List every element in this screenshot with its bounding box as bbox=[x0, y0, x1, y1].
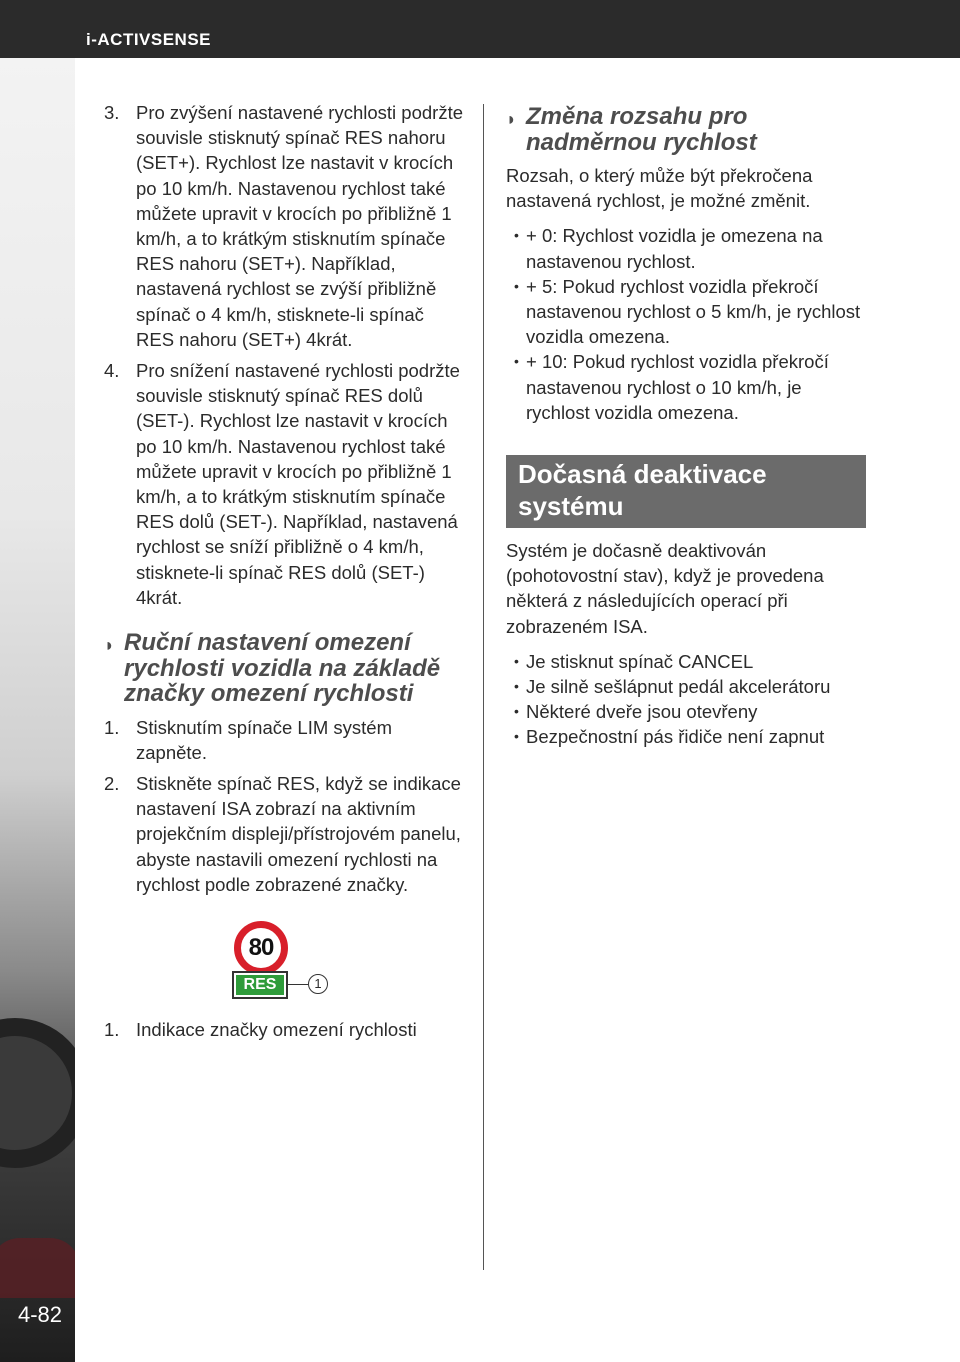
header-bar bbox=[0, 0, 960, 58]
right-column bbox=[506, 104, 866, 750]
overspeed-intro: Rozsah, o který může být překročena nastavená rychlost, je možné změnit. bbox=[506, 165, 813, 212]
list-item: • Některé dveře jsou otevřeny bbox=[506, 699, 866, 724]
side-photo-strip bbox=[0, 58, 75, 1362]
caption-number: 1. bbox=[104, 1018, 120, 1040]
heading-marker-icon: ◗ bbox=[506, 109, 517, 129]
list-item bbox=[104, 358, 464, 610]
callout-number: 1 bbox=[308, 974, 328, 994]
step-text: Stiskněte spínač RES, když se indikace nastavení ISA zobrazí na aktivním projekčním displeji/přístrojovém panelu, abyste nastavili omezení rychlosti na rychlost podle zobrazené značky. bbox=[136, 772, 461, 895]
overspeed-options bbox=[506, 223, 866, 425]
left-column bbox=[104, 100, 464, 1048]
steering-wheel-photo bbox=[0, 1018, 75, 1168]
step-number: 4. bbox=[104, 360, 120, 382]
res-indicator: RES bbox=[232, 971, 288, 999]
chapter-title: i-ACTIVSENSE bbox=[86, 30, 212, 49]
speed-sign-figure bbox=[232, 921, 342, 1001]
list-item: • + 5: Pokud rychlost vozidla překročí nastavenou rychlost o 5 km/h, je rychlost vozidla omezena. bbox=[506, 274, 866, 350]
speed-limit-sign-icon: 80 bbox=[234, 921, 288, 975]
manual-limit-heading: ◗ Ruční nastavení omezení rychlosti vozidla na základě značky omezení rychlosti bbox=[104, 629, 441, 708]
step-text: Stisknutím spínače LIM systém zapněte. bbox=[136, 716, 393, 763]
deactivation-conditions bbox=[506, 649, 866, 750]
list-item bbox=[104, 771, 464, 897]
seat-photo bbox=[0, 1238, 75, 1298]
step-text: Pro snížení nastavené rychlosti podržte souvisle stisknutý spínač RES dolů (SET-). Rychlost lze nastavit v krocích po 10 km/h. Nastavenou rychlost také můžete upravit v krocích po přibližně 1 km/h, a to krátkým stisknutím spínače RES dolů (SET-). Například, nastavená rychlost se sníží přibližně o 4 km/h, stisknete-li spínač RES dolů (SET-) 4krát. bbox=[136, 360, 460, 608]
caption-text: Indikace značky omezení rychlosti bbox=[136, 1018, 417, 1040]
page-number: 4-82 bbox=[18, 1302, 63, 1327]
list-item bbox=[104, 715, 464, 765]
step-number: 2. bbox=[104, 772, 120, 794]
deactivation-intro: Systém je dočasně deaktivován (pohotovostní stav), když je provedena některá z následujících operací při zobrazeném ISA. bbox=[506, 540, 824, 637]
list-item: • Bezpečnostní pás řidiče není zapnut bbox=[506, 724, 866, 749]
list-item: • + 0: Rychlost vozidla je omezena na nastavenou rychlost. bbox=[506, 223, 866, 273]
overspeed-range-heading: ◗ Změna rozsahu pro nadměrnou rychlost bbox=[506, 103, 757, 156]
list-item bbox=[104, 100, 464, 352]
step-text: Pro zvýšení nastavené rychlosti podržte souvisle stisknutý spínač RES nahoru (SET+). Rychlost lze nastavit v krocích po 10 km/h. Nastavenou rychlost také můžete upravit v krocích po přibližně 1 km/h, a to krátkým stisknutím spínače RES nahoru (SET+). Například, nastavená rychlost se zvýší přibližně spínač o 4 km/h, stisknete-li spínač RES nahoru (SET+) 4krát. bbox=[136, 102, 463, 350]
step-number: 1. bbox=[104, 716, 120, 738]
figure-caption bbox=[104, 1017, 464, 1042]
heading-marker-icon: ◗ bbox=[104, 635, 115, 656]
column-divider bbox=[483, 104, 484, 1270]
step-number: 3. bbox=[104, 102, 120, 123]
manual-limit-steps bbox=[104, 715, 464, 897]
list-item bbox=[104, 1017, 464, 1042]
section-title: Dočasná deaktivace systému bbox=[506, 455, 866, 528]
callout-line bbox=[288, 984, 308, 985]
list-item: • Je stisknut spínač CANCEL bbox=[506, 649, 866, 674]
list-item: • + 10: Pokud rychlost vozidla překročí nastavenou rychlost o 10 km/h, je rychlost vozidla omezena. bbox=[506, 349, 866, 425]
list-item: • Je silně sešlápnut pedál akcelerátoru bbox=[506, 674, 866, 699]
speed-adjust-steps bbox=[104, 100, 464, 610]
